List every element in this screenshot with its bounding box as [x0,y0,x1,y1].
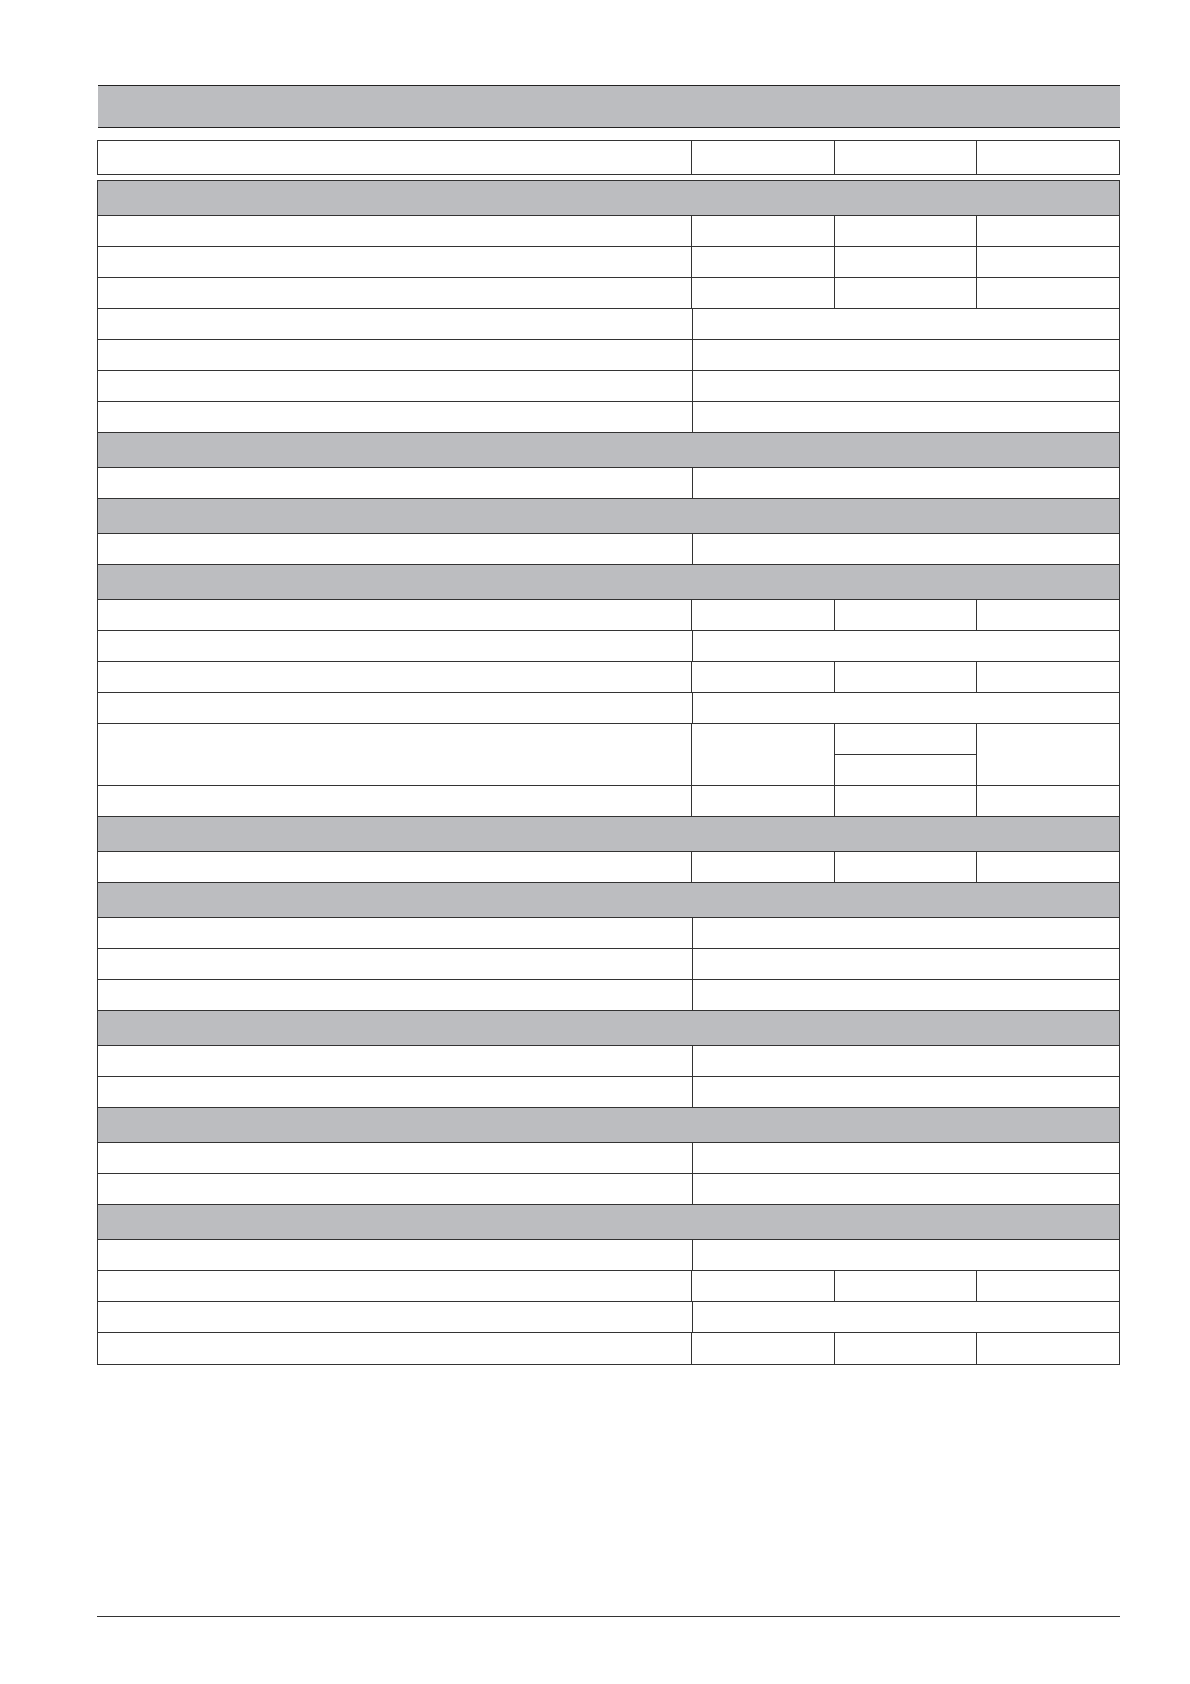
value-cell [692,662,835,692]
table-row [98,949,1119,980]
row-label [98,1174,693,1204]
value-cell [835,786,978,816]
value-cell [977,852,1119,882]
header-col2-cell [835,141,978,174]
column-header-row [97,140,1120,175]
row-label [98,402,693,432]
value-cell [692,724,835,785]
table-row [98,534,1119,565]
value-cell [977,600,1119,630]
row-label [98,216,692,246]
table-row [98,216,1119,247]
value-cell [835,216,978,246]
table-row [98,1333,1119,1364]
row-label [98,1143,693,1173]
row-label [98,662,692,692]
spanned-value-cell [693,980,1119,1010]
section-header-row [98,499,1119,534]
value-cell [977,786,1119,816]
header-col3-cell [977,141,1119,174]
value-cell [692,1333,835,1364]
table-row-split [98,724,1119,786]
value-cell [692,278,835,308]
spanned-value-cell [693,1046,1119,1076]
row-label [98,724,692,785]
spanned-value-cell [693,1143,1119,1173]
row-label [98,247,692,277]
row-label [98,1240,693,1270]
header-label-cell [98,141,692,174]
row-label [98,371,693,401]
table-row [98,1143,1119,1174]
value-cell [835,662,978,692]
row-label [98,1271,692,1301]
value-cell [692,1271,835,1301]
spanned-value-cell [693,468,1119,498]
table-row [98,918,1119,949]
value-cell [977,278,1119,308]
row-label [98,1302,693,1332]
row-label [98,1046,693,1076]
value-cell [692,786,835,816]
row-label [98,468,693,498]
table-row [98,600,1119,631]
row-label [98,693,693,723]
footer-divider [97,1616,1120,1617]
spanned-value-cell [693,402,1119,432]
table-row [98,631,1119,662]
value-cell [835,1271,978,1301]
value-cell [977,1333,1119,1364]
value-cell [977,1271,1119,1301]
row-label [98,309,693,339]
value-cell [692,852,835,882]
value-cell [835,247,978,277]
row-label [98,918,693,948]
spanned-value-cell [693,1077,1119,1107]
section-header-row [98,181,1119,216]
table-row [98,309,1119,340]
table-row [98,1174,1119,1205]
spanned-value-cell [693,1240,1119,1270]
row-label [98,1077,693,1107]
table-row [98,1046,1119,1077]
spanned-value-cell [693,340,1119,370]
row-label [98,534,693,564]
split-value-cell [835,724,978,785]
row-label [98,949,693,979]
table-row [98,1271,1119,1302]
value-cell [692,600,835,630]
spanned-value-cell [693,918,1119,948]
spanned-value-cell [693,949,1119,979]
value-cell [977,662,1119,692]
value-cell [692,247,835,277]
spanned-value-cell [693,1174,1119,1204]
spanned-value-cell [693,534,1119,564]
section-header-row [98,817,1119,852]
table-row [98,1077,1119,1108]
value-cell [835,1333,978,1364]
row-label [98,278,692,308]
table-row [98,786,1119,817]
spanned-value-cell [693,371,1119,401]
row-label [98,340,693,370]
row-label [98,786,692,816]
section-header-row [98,1011,1119,1046]
table-title-bar [98,85,1120,128]
table-row [98,402,1119,433]
header-col1-cell [692,141,835,174]
table-row [98,852,1119,883]
section-header-row [98,1205,1119,1240]
row-label [98,852,692,882]
spanned-value-cell [693,631,1119,661]
table-row [98,1240,1119,1271]
value-cell [977,247,1119,277]
row-label [98,631,693,661]
table-row [98,371,1119,402]
value-cell [835,278,978,308]
row-label [98,600,692,630]
split-value-top [835,724,977,755]
section-header-row [98,433,1119,468]
table-row [98,980,1119,1011]
spec-table [97,180,1120,1365]
section-header-row [98,883,1119,918]
row-label [98,980,693,1010]
table-row [98,662,1119,693]
table-row [98,340,1119,371]
value-cell [977,216,1119,246]
value-cell [692,216,835,246]
value-cell [835,600,978,630]
value-cell [835,852,978,882]
section-header-row [98,565,1119,600]
spanned-value-cell [693,1302,1119,1332]
table-row [98,1302,1119,1333]
spanned-value-cell [693,309,1119,339]
table-row [98,468,1119,499]
table-row [98,247,1119,278]
table-row [98,278,1119,309]
spanned-value-cell [693,693,1119,723]
section-header-row [98,1108,1119,1143]
row-label [98,1333,692,1364]
table-row [98,693,1119,724]
split-value-bottom [835,755,977,785]
value-cell [977,724,1119,785]
